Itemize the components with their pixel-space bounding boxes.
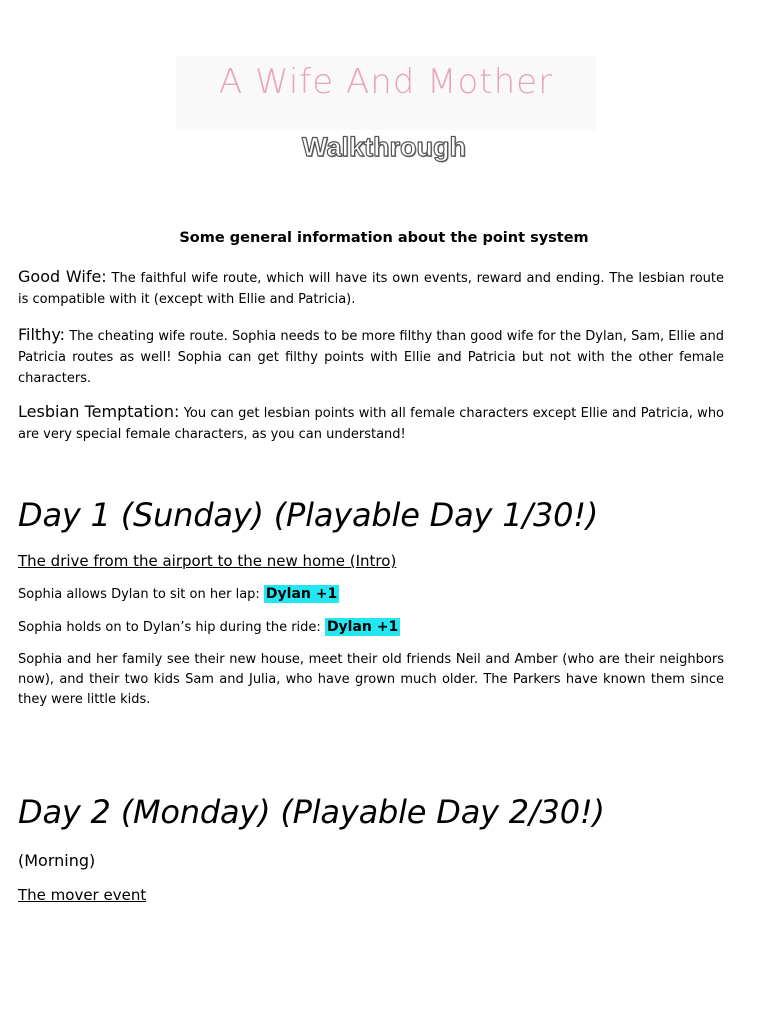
logo-banner (176, 56, 596, 130)
day1-choice-2 (18, 619, 400, 635)
choice-2-points: Dylan +1 (326, 619, 399, 635)
good-wife-paragraph (18, 266, 724, 310)
day1-heading: Day 1 (Sunday) (Playable Day 1/30!) (18, 496, 599, 534)
day1-subheading: The drive from the airport to the new home (Intro) (18, 552, 397, 570)
filthy-paragraph (18, 324, 724, 389)
day2-heading: Day 2 (Monday) (Playable Day 2/30!) (18, 793, 605, 831)
day1-summary: Sophia and her family see their new house, meet their old friends Neil and Amber (who are their neighbors now), and their two kids Sam and Julia, who have grown much older. The Parkers have known them since they were little kids. (18, 652, 724, 707)
lesbian-text: You can get lesbian points with all female characters except Ellie and Patricia, who are very special female characters, as you can understand! (18, 406, 725, 442)
day2-time-of-day: (Morning) (18, 851, 96, 870)
choice-1-points: Dylan +1 (265, 586, 338, 602)
day1-choice-1 (18, 586, 339, 602)
filthy-text: The cheating wife route. Sophia needs to be more filthy than good wife for the Dylan, Sam, Ellie and Patricia routes as well! Sophia can get filthy points with Ellie and Patricia but not with the other female characters. (18, 329, 724, 386)
points-info-title: Some general information about the point system (179, 230, 589, 246)
choice-2-text: Sophia holds on to Dylan’s hip during the ride: (18, 620, 325, 635)
day2-subheading: The mover event (18, 886, 147, 904)
choice-1-text: Sophia allows Dylan to sit on her lap: (18, 587, 264, 602)
lesbian-label: Lesbian Temptation: (18, 402, 180, 421)
filthy-label: Filthy: (18, 325, 66, 344)
game-logo: A Wife And Mother (218, 62, 554, 102)
good-wife-label: Good Wife: (18, 267, 107, 286)
good-wife-text: The faithful wife route, which will have its own events, reward and ending. The lesbian route is compatible with it (except with Ellie and Patricia). (18, 271, 725, 307)
lesbian-paragraph (18, 401, 724, 445)
walkthrough-title: Walkthrough (302, 132, 466, 162)
